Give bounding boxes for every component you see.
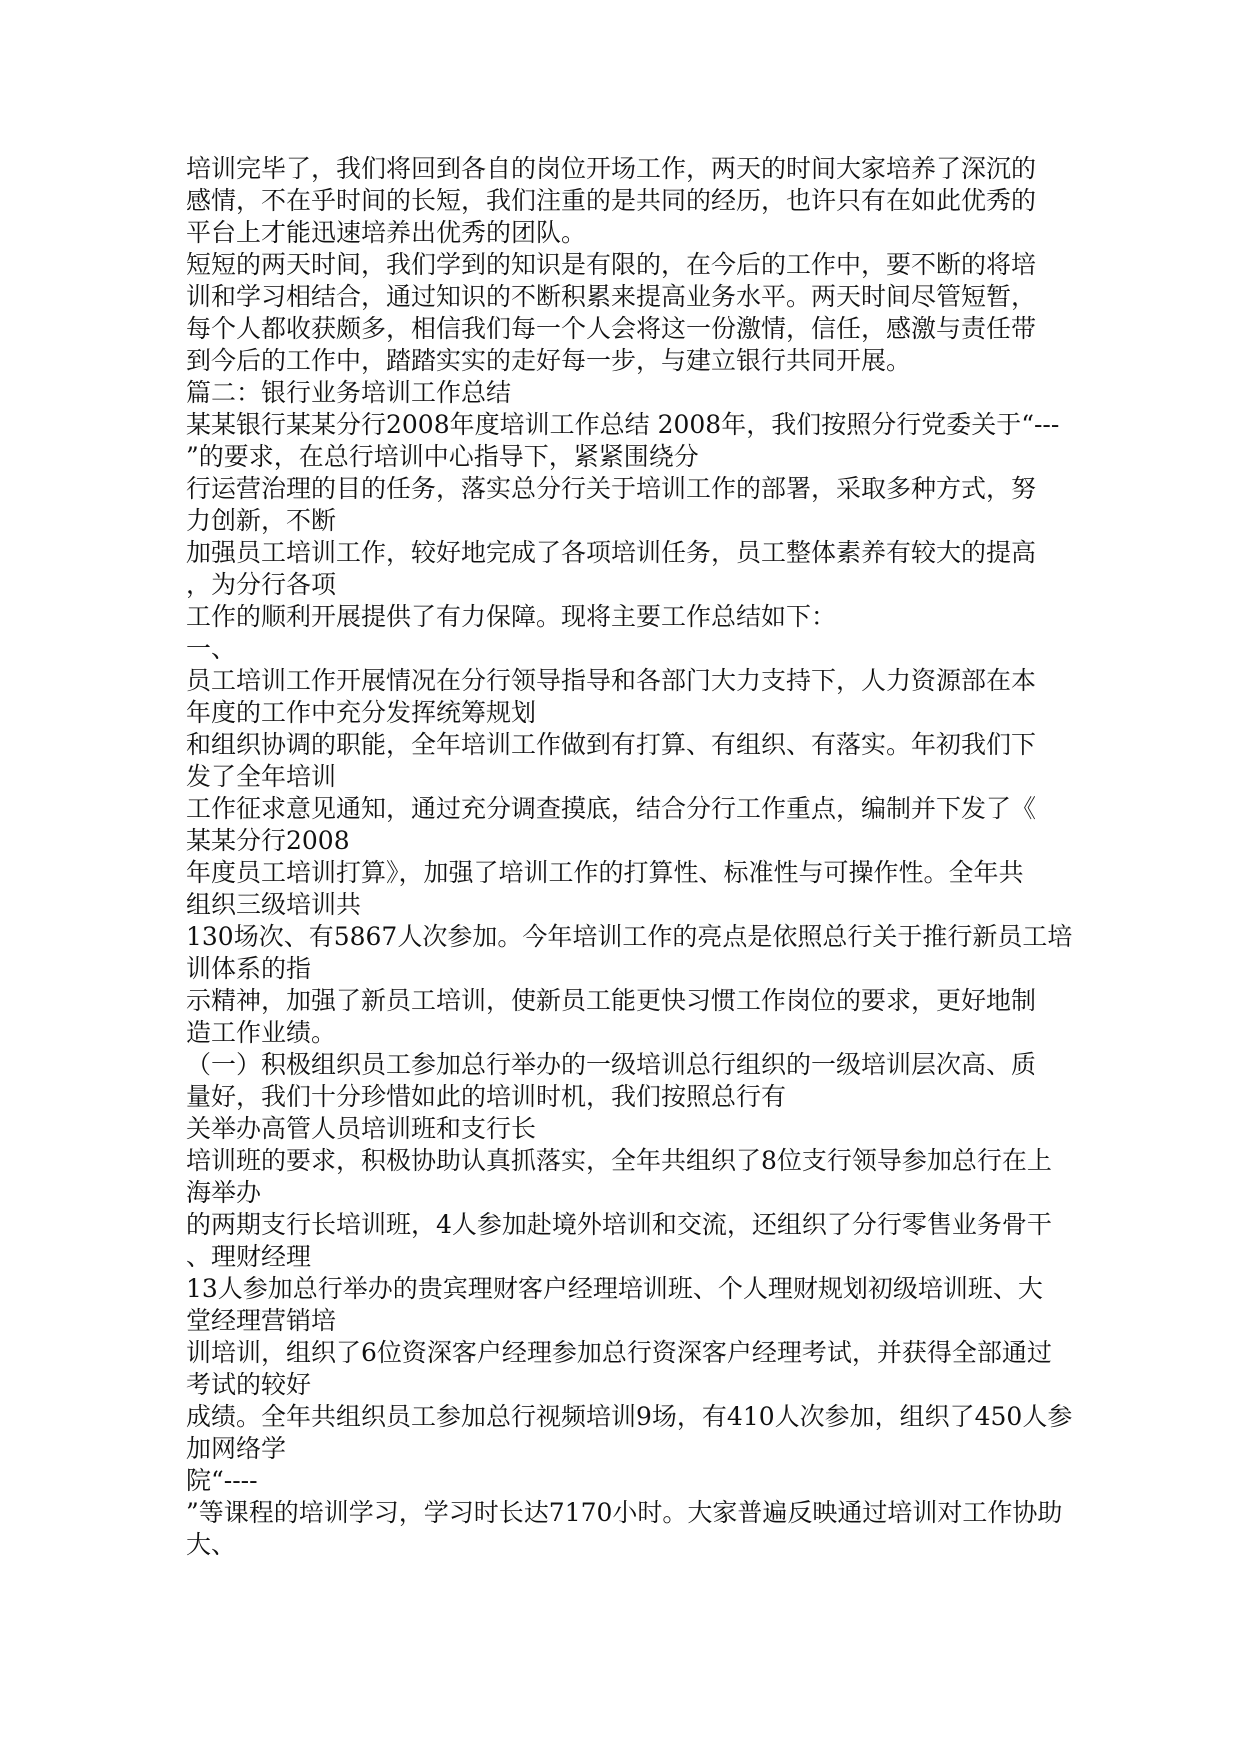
- text-line: 加网络学: [186, 1434, 287, 1463]
- text-line: 考试的较好: [186, 1370, 312, 1399]
- text-line: 培训班的要求，积极协助认真抓落实，全年共组织了8位支行领导参加总行在上: [186, 1146, 1052, 1175]
- text-line: 造工作业绩。: [186, 1018, 337, 1047]
- text-line: 工作征求意见通知，通过充分调查摸底，结合分行工作重点，编制并下发了《: [186, 794, 1037, 823]
- text-line: 关举办高管人员培训班和支行长: [186, 1114, 537, 1143]
- text-line: 训体系的指: [186, 954, 312, 983]
- text-line: 的两期支行长培训班，4人参加赴境外培训和交流，还组织了分行零售业务骨干: [186, 1210, 1052, 1239]
- text-line: ，为分行各项: [186, 570, 337, 599]
- text-line: 短短的两天时间，我们学到的知识是有限的，在今后的工作中，要不断的将培: [186, 250, 1037, 279]
- document-body: [186, 153, 1073, 1561]
- text-line: 130场次、有5867人次参加。今年培训工作的亮点是依照总行关于推行新员工培: [186, 922, 1073, 951]
- text-line: 13人参加总行举办的贵宾理财客户经理培训班、个人理财规划初级培训班、大: [186, 1274, 1043, 1303]
- text-line: 到今后的工作中，踏踏实实的走好每一步，与建立银行共同开展。: [186, 346, 912, 375]
- text-line: 感情，不在乎时间的长短，我们注重的是共同的经历，也许只有在如此优秀的: [186, 186, 1037, 215]
- text-line: 训培训，组织了6位资深客户经理参加总行资深客户经理考试，并获得全部通过: [186, 1338, 1052, 1367]
- text-line: 组织三级培训共: [186, 890, 362, 919]
- text-line: ”的要求，在总行培训中心指导下，紧紧围绕分: [186, 442, 699, 471]
- text-line: 示精神，加强了新员工培训，使新员工能更快习惯工作岗位的要求，更好地制: [186, 986, 1037, 1015]
- text-line: 训和学习相结合，通过知识的不断积累来提高业务水平。两天时间尽管短暂，: [186, 282, 1037, 311]
- text-line: 和组织协调的职能，全年培训工作做到有打算、有组织、有落实。年初我们下: [186, 730, 1037, 759]
- text-line: 行运营治理的目的任务，落实总分行关于培训工作的部署，采取多种方式，努: [186, 474, 1037, 503]
- text-line: 堂经理营销培: [186, 1306, 337, 1335]
- text-line: 、理财经理: [186, 1242, 312, 1271]
- text-line: 平台上才能迅速培养出优秀的团队。: [186, 218, 587, 247]
- text-line: 每个人都收获颇多，相信我们每一个人会将这一份激情，信任，感激与责任带: [186, 314, 1037, 343]
- text-line: 院“----: [186, 1466, 258, 1495]
- text-line: 工作的顺利开展提供了有力保障。现将主要工作总结如下：: [186, 602, 837, 631]
- text-line: 年度员工培训打算》，加强了培训工作的打算性、标准性与可操作性。全年共: [186, 858, 1024, 887]
- section-heading: 篇二：银行业务培训工作总结: [186, 378, 512, 407]
- text-line: 某某银行某某分行2008年度培训工作总结 2008年，我们按照分行党委关于“---: [186, 410, 1060, 439]
- text-line: 某某分行2008: [186, 826, 350, 855]
- text-line: 成绩。全年共组织员工参加总行视频培训9场，有410人次参加，组织了450人参: [186, 1402, 1073, 1431]
- text-line: 加强员工培训工作，较好地完成了各项培训任务，员工整体素养有较大的提高: [186, 538, 1037, 567]
- text-line: 力创新，不断: [186, 506, 337, 535]
- subsection-heading: （一）积极组织员工参加总行举办的一级培训总行组织的一级培训层次高、质: [186, 1050, 1037, 1079]
- text-line: 发了全年培训: [186, 762, 337, 791]
- text-line: ”等课程的培训学习，学习时长达7170小时。大家普遍反映通过培训对工作协助: [186, 1498, 1063, 1527]
- section-number: 一、: [186, 634, 237, 663]
- text-line: 年度的工作中充分发挥统筹规划: [186, 698, 537, 727]
- text-line: 量好，我们十分珍惜如此的培训时机，我们按照总行有: [186, 1082, 787, 1111]
- text-line: 员工培训工作开展情况在分行领导指导和各部门大力支持下，人力资源部在本: [186, 666, 1037, 695]
- text-line: 海举办: [186, 1178, 262, 1207]
- text-line: 大、: [186, 1530, 237, 1559]
- text-line: 培训完毕了，我们将回到各自的岗位开场工作，两天的时间大家培养了深沉的: [186, 154, 1037, 183]
